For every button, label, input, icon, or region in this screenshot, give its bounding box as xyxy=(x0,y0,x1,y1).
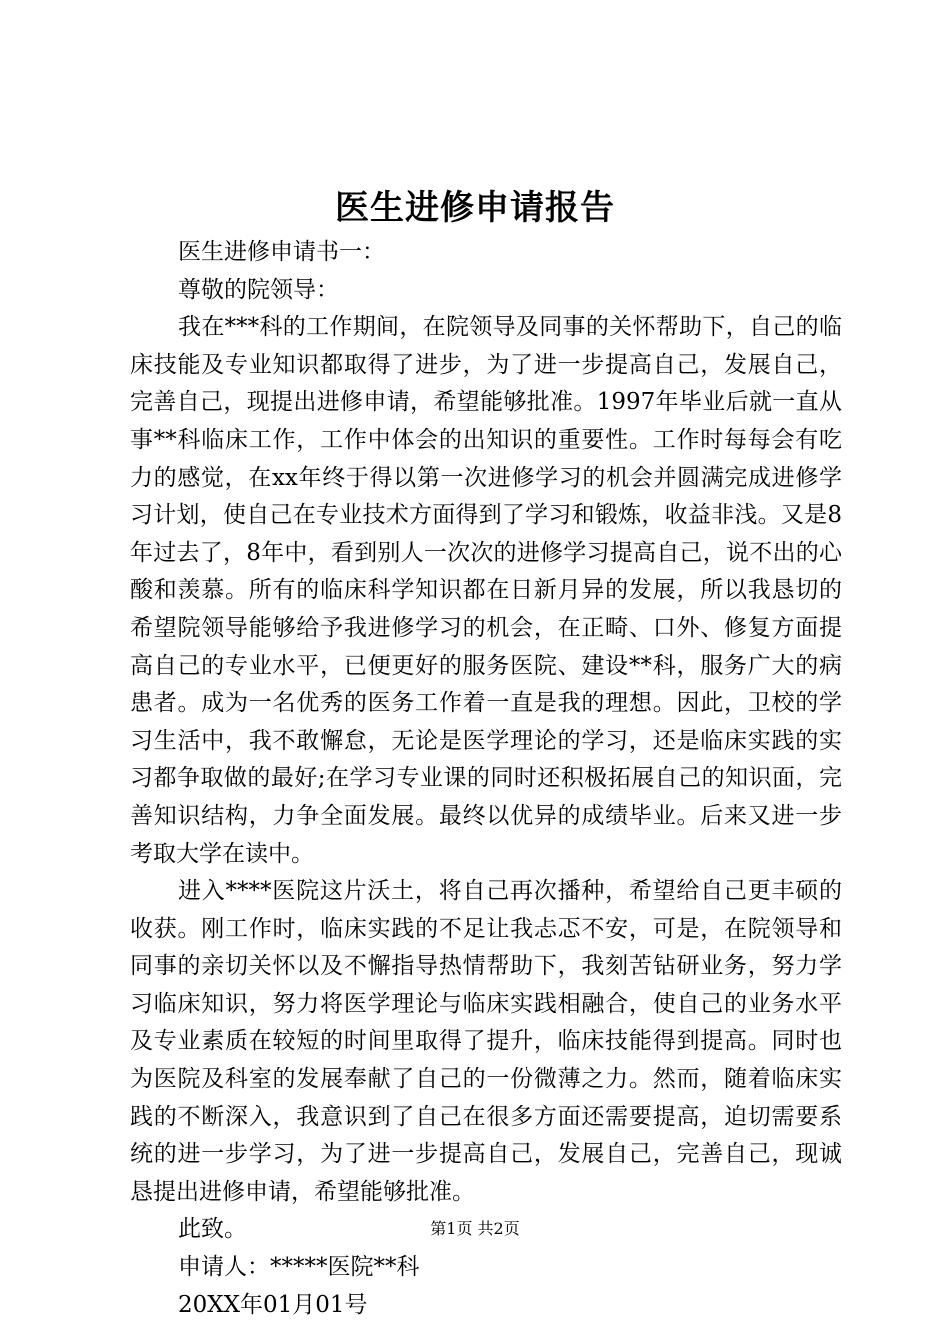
applicant-line: 申请人：*****医院**科 xyxy=(178,1254,420,1281)
body-paragraph-1: 我在***科的工作期间，在院领导及同事的关怀帮助下，自己的临床技能及专业知识都取得了进步，为了进一步提高自己，发展自己，完善自己，现提出进修申请，希望能够批准。1997年毕业后就一直从事**科临床工作，工作中体会的出知识的重要性。工作时每每会有吃力的感觉，在xx年终于得以第一次进修学习的机会并圆满完成进修学习计划，使自己在专业技术方面得到了学习和锻炼，收益非浅。又是8年过去了，8年中，看到别人一次次的进修学习提高自己，说不出的心酸和羡慕。所有的临床科学知识都在日新月异的发展，所以我恳切的希望院领导能够给予我进修学习的机会，在正畸、口外、修复方面提高自己的专业水平，已便更好的服务医院、建设**科，服务广大的病患者。成为一名优秀的医务工作着一直是我的理想。因此，卫校的学习生活中，我不敢懈怠，无论是医学理论的学习，还是临床实践的实习都争取做的最好;在学习专业课的同时还积极拓展自己的知识面，完善知识结构，力争全面发展。最终以优异的成绩毕业。后来又进一步考取大学在读中。 xyxy=(130,314,842,867)
salutation: 尊敬的院领导： xyxy=(178,276,339,303)
page-number-footer: 第1页 共2页 xyxy=(430,1219,520,1238)
document-body xyxy=(130,234,842,1324)
body-paragraph-2: 进入****医院这片沃土，将自己再次播种，希望给自己更丰硕的收获。刚工作时，临床实践的不足让我忐忑不安，可是，在院领导和同事的亲切关怀以及不懈指导热情帮助下，我刻苦钻研业务，努力学习临床知识，努力将医学理论与临床实践相融合，使自己的业务水平及专业素质在较短的时间里取得了提升，临床技能得到提高。同时也为医院及科室的发展奉献了自己的一份微薄之力。然而，随着临床实践的不断深入，我意识到了自己在很多方面还需要提高，迫切需要系统的进一步学习，为了进一步提高自己，发展自己，完善自己，现诚恳提出进修申请，希望能够批准。 xyxy=(130,878,842,1205)
letter-heading: 医生进修申请书一： xyxy=(178,239,385,265)
date-line: 20XX年01月01号 xyxy=(178,1291,368,1318)
document-title: 医生进修申请报告 xyxy=(335,188,615,228)
closing: 此致。 xyxy=(178,1216,247,1243)
